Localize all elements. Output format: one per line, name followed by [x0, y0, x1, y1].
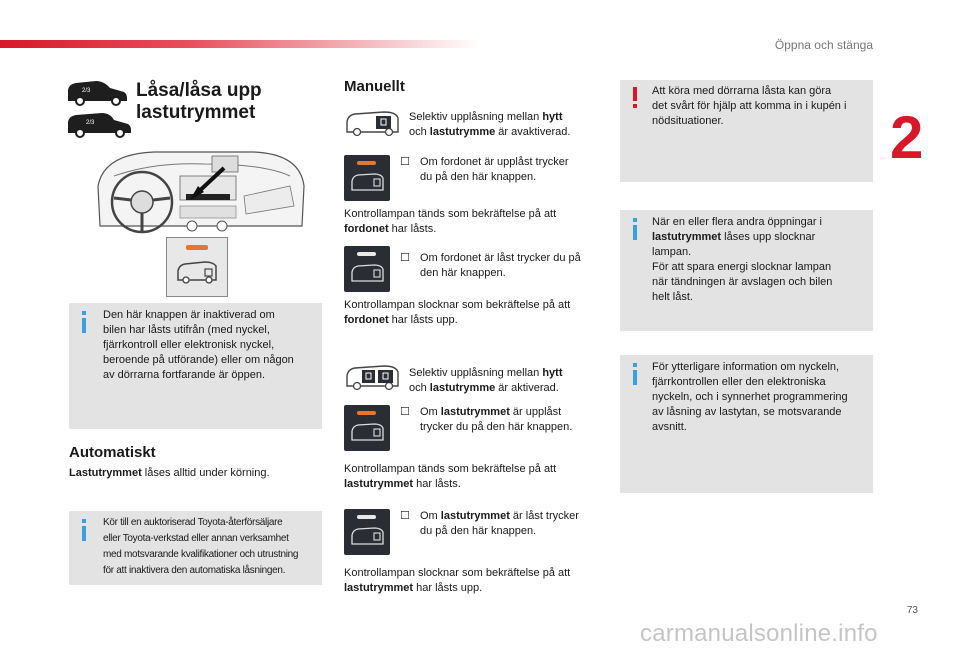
heading-manual: Manuellt — [344, 78, 405, 95]
heading-automatic: Automatiskt — [69, 444, 156, 461]
van-single-lock-icon — [344, 110, 402, 138]
selective-unlock-deactivated-text: Selektiv upplåsning mellan hytt och lastutrymme är avaktiverad. — [409, 111, 571, 138]
van-double-lock-icon — [344, 364, 402, 392]
info-box-cargo-lamp: När en eller flera andra öppningar i lastutrymmet låses upp slocknar lampan. För att spara energi slocknar lampan när tändningen är avslagen och bilen helt låst. — [620, 210, 873, 331]
arrow-bullet: ☐ — [400, 510, 410, 522]
step-1-text: ☐ Om fordonet är upplåst trycker du på den här knappen. — [400, 156, 569, 183]
van-long-icon — [66, 110, 132, 138]
warning-box: Att köra med dörrarna låsta kan göra det svårt för hjälp att komma in i kupén i nödsituationer. — [620, 80, 873, 182]
led-indicator-off — [357, 515, 376, 519]
arrow-bullet: ☐ — [400, 252, 410, 264]
lock-button-closeup — [166, 237, 228, 297]
van-lock-icon — [350, 422, 386, 444]
result-3-text: Kontrollampan tänds som bekräftelse på att lastutrymmet har låsts. — [344, 463, 557, 490]
info-box-button-disabled: Den här knappen är inaktiverad om bilen har låsts utifrån (med nyckel, fjärrkontroll eller elektronisk nyckel, beroende på utförande) eller om någon av dörrarna fortfarande är öppen. — [69, 303, 322, 429]
result-1-text: Kontrollampan tänds som bekräftelse på att fordonet har låsts. — [344, 208, 557, 235]
warning-icon — [630, 87, 640, 109]
lock-button-led-on — [344, 155, 390, 201]
info-box-more-information: För ytterligare information om nyckeln, fjärrkontrollen eller den elektroniska nyckeln, och i synnerhet programmering av låsning av lastytan, se motsvarande avsnitt. — [620, 355, 873, 493]
led-indicator-on — [357, 411, 376, 415]
page-title: Låsa/låsa upp lastutrymmet — [136, 80, 262, 123]
lock-button-led-off — [344, 509, 390, 555]
led-indicator-off — [357, 252, 376, 256]
led-indicator — [186, 245, 208, 250]
step-2-text: ☐ Om fordonet är låst trycker du på den här knappen. — [400, 252, 581, 279]
arrow-bullet: ☐ — [400, 406, 410, 418]
van-short-icon — [66, 78, 128, 106]
chapter-number: 2 — [890, 104, 924, 171]
van-lock-icon — [350, 526, 386, 548]
info-icon — [630, 363, 640, 385]
automatic-text: Lastutrymmet låses alltid under körning. — [69, 467, 270, 479]
info-icon — [79, 311, 89, 333]
svg-text:2/3: 2/3 — [82, 88, 91, 94]
section-title: Öppna och stänga — [774, 38, 873, 52]
van-lock-icon — [350, 172, 386, 194]
result-4-text: Kontrollampan slocknar som bekräftelse på att lastutrymmet har låsts upp. — [344, 567, 571, 594]
van-lock-icon — [350, 263, 386, 285]
led-indicator-on — [357, 161, 376, 165]
info-icon — [630, 218, 640, 240]
info-box-deactivate-auto-lock: Kör till en auktoriserad Toyota-återförsäljare eller Toyota-verkstad eller annan verksamhet med motsvarande kvalifikationer och utrustning för att inaktivera den automatiska låsningen. — [69, 511, 322, 585]
step-4-text: ☐ Om lastutrymmet är låst trycker du på den här knappen. — [400, 510, 579, 537]
van-lock-icon — [175, 260, 221, 286]
dashboard-illustration — [94, 146, 308, 242]
lock-button-led-off — [344, 246, 390, 292]
info-icon — [79, 519, 89, 541]
selective-unlock-activated-text: Selektiv upplåsning mellan hytt och lastutrymme är aktiverad. — [409, 367, 563, 394]
watermark-text: carmanualsonline.info — [640, 620, 878, 647]
svg-text:2/3: 2/3 — [86, 120, 95, 126]
result-2-text: Kontrollampan slocknar som bekräftelse på att fordonet har låsts upp. — [344, 299, 571, 326]
page-number: 73 — [906, 605, 918, 616]
lock-button-led-on — [344, 405, 390, 451]
arrow-bullet: ☐ — [400, 156, 410, 168]
header-accent-bar — [0, 40, 480, 48]
step-3-text: ☐ Om lastutrymmet är upplåst trycker du på den här knappen. — [400, 406, 573, 433]
